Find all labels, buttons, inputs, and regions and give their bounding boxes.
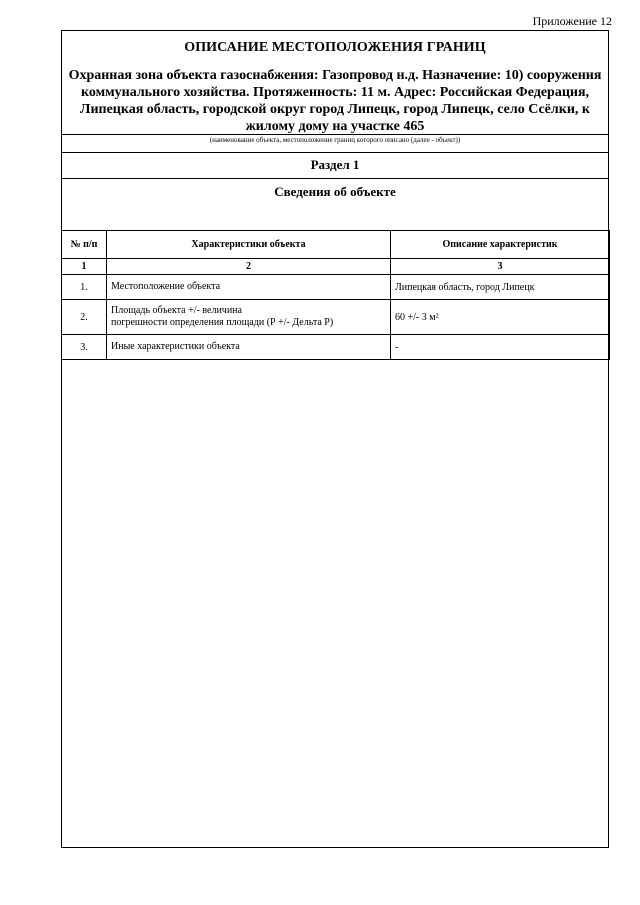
divider [62, 152, 608, 153]
appendix-label: Приложение 12 [532, 14, 612, 28]
table-row [62, 275, 610, 300]
table-row [62, 300, 610, 335]
column-number-row [62, 259, 610, 275]
header-number: № п/п [62, 231, 107, 259]
header-characteristic: Характеристики объекта [107, 231, 391, 259]
divider [62, 178, 608, 179]
section-subtitle: Сведения об объекте [274, 184, 396, 199]
characteristic-line: погрешности определения площади (Р +/- Дельта Р) [111, 317, 334, 328]
column-number: 2 [107, 259, 391, 275]
header-description: Описание характеристик [391, 231, 610, 259]
row-description: 60 +/- 3 м² [391, 300, 610, 335]
column-number: 3 [391, 259, 610, 275]
section-title: Раздел 1 [310, 157, 360, 172]
column-number: 1 [62, 259, 107, 275]
row-number: 3. [62, 335, 107, 360]
row-description: Липецкая область, город Липецк [391, 275, 610, 300]
document-frame [61, 30, 609, 848]
object-properties-table [61, 230, 610, 360]
row-number: 1. [62, 275, 107, 300]
row-number: 2. [62, 300, 107, 335]
object-description: Охранная зона объекта газоснабжения: Газопровод н.д. Назначение: 10) сооружения коммунального хозяйства. Протяженность: 11 м. Адрес: Российская Федерация, Липецкая область, городской округ город Липецк, город Липецк, село Ссёлки, к жилому дому на участке 465 [68, 68, 602, 134]
table-header-row [62, 231, 610, 259]
row-characteristic [107, 300, 391, 335]
row-description: - [391, 335, 610, 360]
object-caption: (наименование объекта, местоположение границ которого описано (далее - объект)) [62, 134, 608, 145]
table-row [62, 335, 610, 360]
row-characteristic [107, 335, 391, 360]
characteristic-line: Площадь объекта +/- величина [111, 305, 242, 316]
characteristic-line: Местоположение объекта [111, 281, 221, 292]
characteristic-line: Иные характеристики объекта [111, 341, 240, 352]
row-characteristic [107, 275, 391, 300]
document-title: ОПИСАНИЕ МЕСТОПОЛОЖЕНИЯ ГРАНИЦ [184, 40, 486, 55]
